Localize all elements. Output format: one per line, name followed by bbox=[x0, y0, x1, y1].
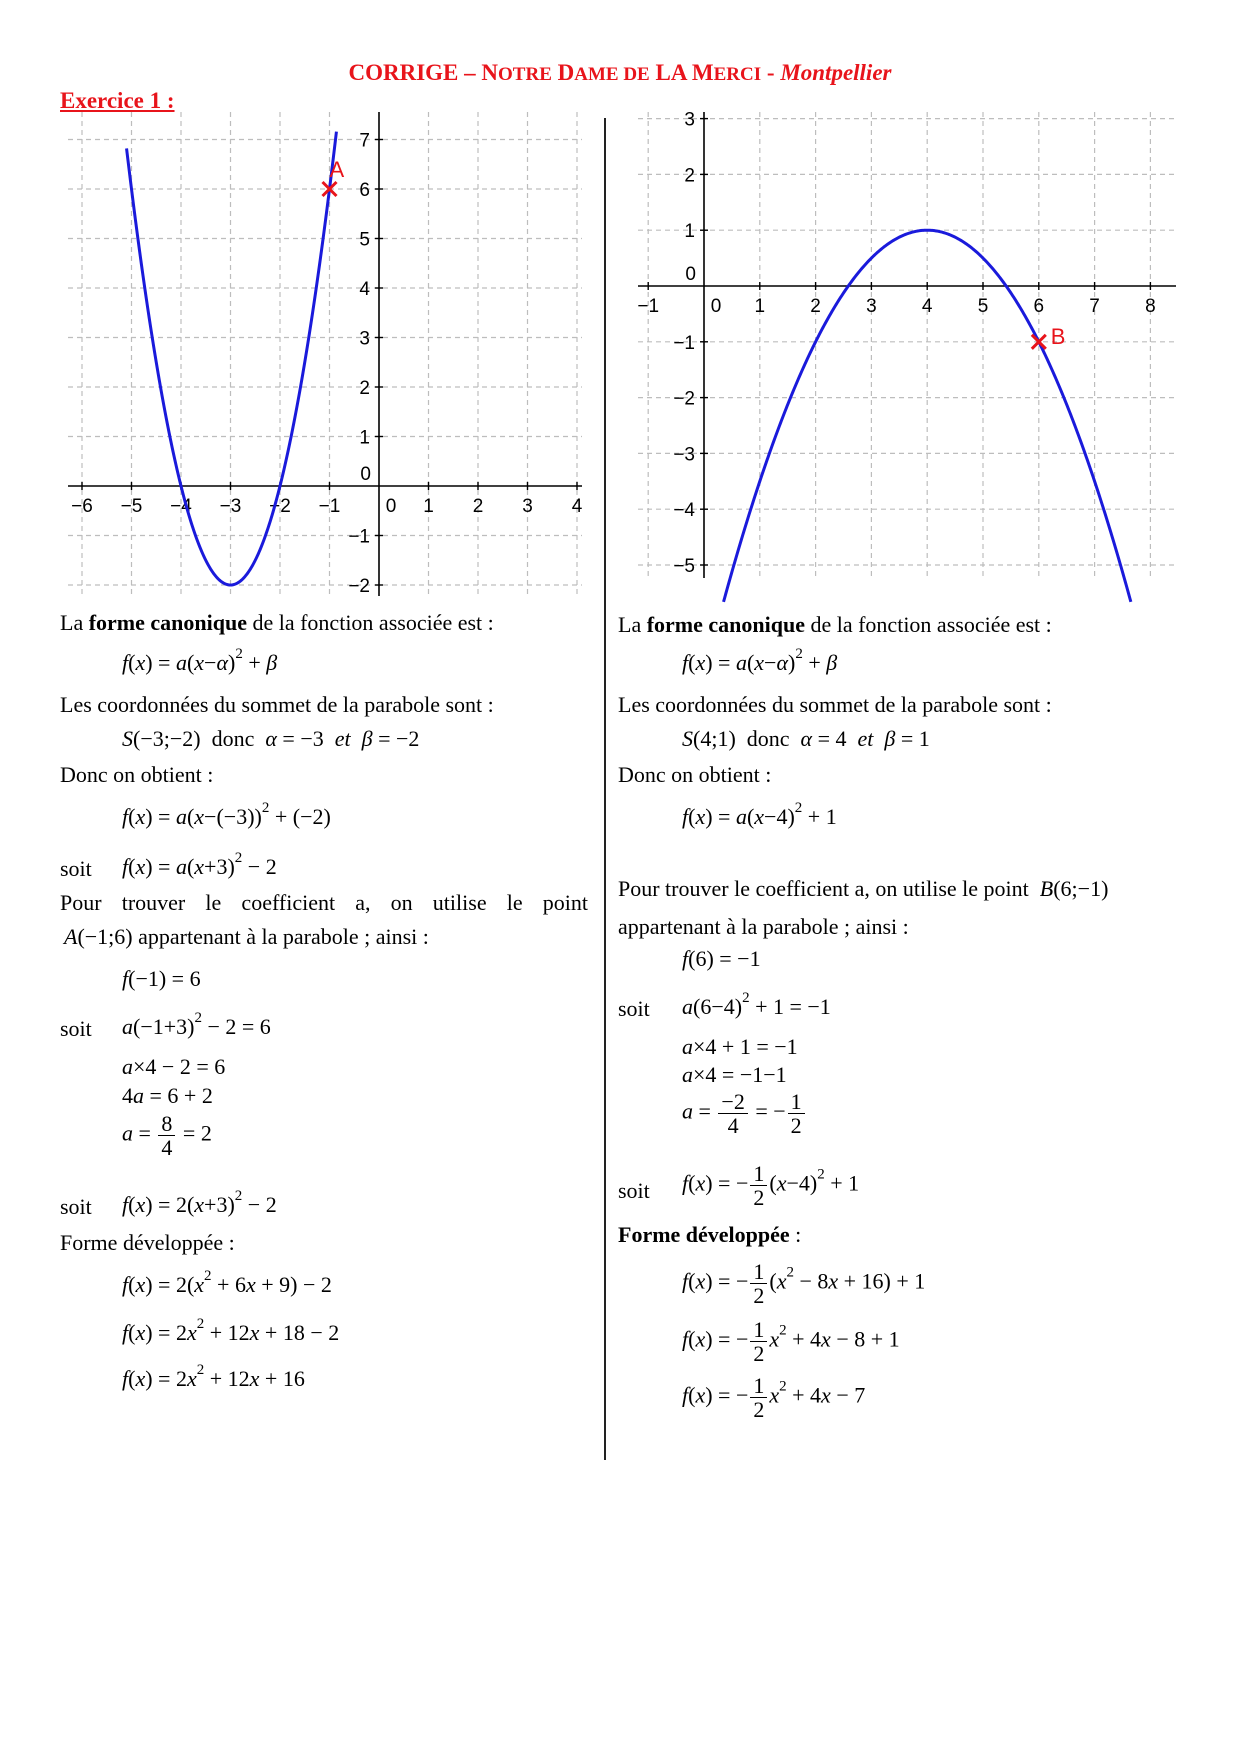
exercise-title: Exercice 1 : bbox=[60, 88, 175, 113]
right-eq-1: $a(6-4)^2 + 1 = -1$ bbox=[682, 990, 831, 1019]
y-tick-label: −5 bbox=[673, 556, 695, 577]
left-dev-title: Forme développée : bbox=[60, 1230, 235, 1255]
page-title: CORRIGE – NOTRE DAME DE LA MERCI - Montpellier bbox=[348, 60, 892, 85]
x-tick-label: 0 bbox=[710, 296, 722, 317]
point-label: A bbox=[329, 157, 345, 182]
right-eq-2: a×4 + 1 = −1 bbox=[682, 1034, 798, 1059]
left-donc: Donc on obtient : bbox=[60, 762, 214, 787]
left-soit-3: soit bbox=[60, 1194, 92, 1219]
left-coef-text: Pour trouver le coefficient a, on utilise le point bbox=[60, 890, 588, 915]
left-formula-final: $f(x) = 2(x+3)^2 - 2$ bbox=[122, 1188, 277, 1217]
left-dev-1: $f(x) = 2(x^2 + 6x + 9) - 2$ bbox=[122, 1268, 332, 1297]
graph-right bbox=[628, 110, 1188, 610]
y-tick-label: 4 bbox=[359, 279, 370, 300]
right-dev-3: f(x) = − $\frac{1}{2}$ $x^2 + 4x - 7$ bbox=[682, 1373, 866, 1423]
x-tick-label: 2 bbox=[810, 296, 821, 317]
left-point-a: A(−1;6) appartenant à la parabole ; ainsi : bbox=[64, 924, 429, 949]
right-soit-1: soit bbox=[618, 996, 650, 1021]
x-tick-label: 1 bbox=[754, 296, 766, 317]
x-tick-label: −1 bbox=[318, 496, 341, 517]
right-formula-substituted: $f(x) = a(x-4)^2 + 1$ bbox=[682, 800, 837, 829]
right-eq-3: a×4 = −1−1 bbox=[682, 1062, 787, 1087]
left-formula-simplified: $f(x) = a(x+3)^2 - 2$ bbox=[122, 850, 277, 879]
right-formula-canonical: $f(x) = a(x-\alpha)^2 + \beta$ bbox=[682, 646, 838, 675]
y-tick-label: 1 bbox=[359, 427, 370, 449]
left-intro: La forme canonique de la fonction associée est : bbox=[60, 610, 494, 635]
right-formula-final: f(x) = − $\frac{1}{2}$ $(x-4)^2 + 1$ bbox=[682, 1161, 860, 1211]
y-tick-label: 5 bbox=[359, 229, 370, 251]
y-tick-label: −1 bbox=[673, 332, 695, 354]
left-formula-substituted: $f(x) = a(x-(-3))^2 + (-2)$ bbox=[122, 800, 331, 829]
y-tick-label: 6 bbox=[359, 180, 370, 201]
x-tick-label: −4 bbox=[170, 496, 192, 517]
graph-left bbox=[60, 110, 600, 610]
y-tick-label: 2 bbox=[359, 378, 370, 399]
x-tick-label: 3 bbox=[522, 496, 533, 517]
x-tick-label: −2 bbox=[269, 496, 291, 517]
x-tick-label: 6 bbox=[1033, 296, 1045, 317]
origin-label: 0 bbox=[360, 464, 371, 485]
y-tick-label: 3 bbox=[684, 110, 695, 131]
grid bbox=[638, 112, 1176, 578]
x-tick-label: 5 bbox=[977, 296, 989, 317]
x-tick-label: 8 bbox=[1145, 296, 1156, 317]
left-vertex-text: Les coordonnées du sommet de la parabole sont : bbox=[60, 692, 494, 717]
left-dev-2: $f(x) = 2x^2 + 12x + 18 - 2$ bbox=[122, 1316, 340, 1345]
right-vertex-values: S(4;1) donc α = 4 et β = 1 bbox=[682, 726, 930, 751]
x-tick-label: 3 bbox=[866, 296, 877, 317]
x-tick-label: 4 bbox=[571, 496, 583, 517]
y-tick-label: −2 bbox=[348, 576, 370, 597]
left-formula-canonical: $f(x) = a(x-\alpha)^2 + \beta$ bbox=[122, 646, 278, 675]
y-tick-label: 1 bbox=[684, 221, 695, 243]
left-dev-3: $f(x) = 2x^2 + 12x + 16$ bbox=[122, 1362, 305, 1391]
left-soit-1: soit bbox=[60, 856, 92, 881]
right-vertex-text: Les coordonnées du sommet de la parabole sont : bbox=[618, 692, 1052, 717]
right-eq-f6: f(6) = −1 bbox=[682, 946, 761, 971]
x-tick-label: 0 bbox=[385, 496, 397, 517]
y-tick-label: −4 bbox=[673, 500, 695, 522]
x-tick-label: 2 bbox=[472, 496, 484, 517]
x-tick-label: 1 bbox=[423, 496, 434, 517]
left-vertex-values: S(−3;−2) donc α = −3 et β = −2 bbox=[122, 726, 420, 751]
right-eq-4: a = $\frac{-2}{4}$ = − $\frac{1}{2}$ bbox=[682, 1090, 807, 1137]
left-eq-4: a = $\frac{8}{4}$ = 2 bbox=[122, 1111, 212, 1161]
right-dev-1: f(x) = − $\frac{1}{2}$ $(x^2 - 8x + 16) + 1$ bbox=[682, 1259, 926, 1309]
x-tick-label: 4 bbox=[921, 296, 933, 317]
x-tick-label: −6 bbox=[71, 496, 93, 517]
right-coef-text-2: appartenant à la parabole ; ainsi : bbox=[618, 914, 909, 939]
x-tick-label: 7 bbox=[1089, 296, 1100, 317]
point-label: B bbox=[1050, 323, 1066, 349]
x-tick-label: −1 bbox=[637, 296, 660, 317]
y-tick-label: −2 bbox=[673, 388, 695, 410]
right-donc: Donc on obtient : bbox=[618, 762, 772, 787]
left-eq-3: 4a = 6 + 2 bbox=[122, 1083, 213, 1108]
right-intro: La forme canonique de la fonction associée est : bbox=[618, 612, 1052, 637]
y-tick-label: 2 bbox=[684, 165, 695, 187]
left-eq-1: $a(-1+3)^2 - 2 = 6$ bbox=[122, 1010, 271, 1039]
y-tick-label: −1 bbox=[348, 526, 370, 548]
right-coef-text: Pour trouver le coefficient a, on utilise le point B(6;−1) bbox=[618, 876, 1109, 901]
origin-label: 0 bbox=[685, 264, 696, 285]
y-tick-label: 7 bbox=[359, 130, 370, 152]
y-tick-label: −3 bbox=[673, 444, 695, 466]
right-soit-2: soit bbox=[618, 1178, 650, 1203]
left-soit-2: soit bbox=[60, 1016, 92, 1041]
x-tick-label: −3 bbox=[219, 496, 242, 517]
column-divider bbox=[604, 118, 606, 1460]
left-eq-2: a×4 − 2 = 6 bbox=[122, 1054, 226, 1079]
x-tick-label: −5 bbox=[120, 496, 143, 517]
left-eq-f-minus1: f(−1) = 6 bbox=[122, 966, 201, 991]
right-dev-2: f(x) = − $\frac{1}{2}$ $x^2 + 4x - 8 + 1$ bbox=[682, 1317, 900, 1367]
y-tick-label: 3 bbox=[359, 328, 370, 350]
right-dev-title: Forme développée : bbox=[618, 1222, 802, 1247]
